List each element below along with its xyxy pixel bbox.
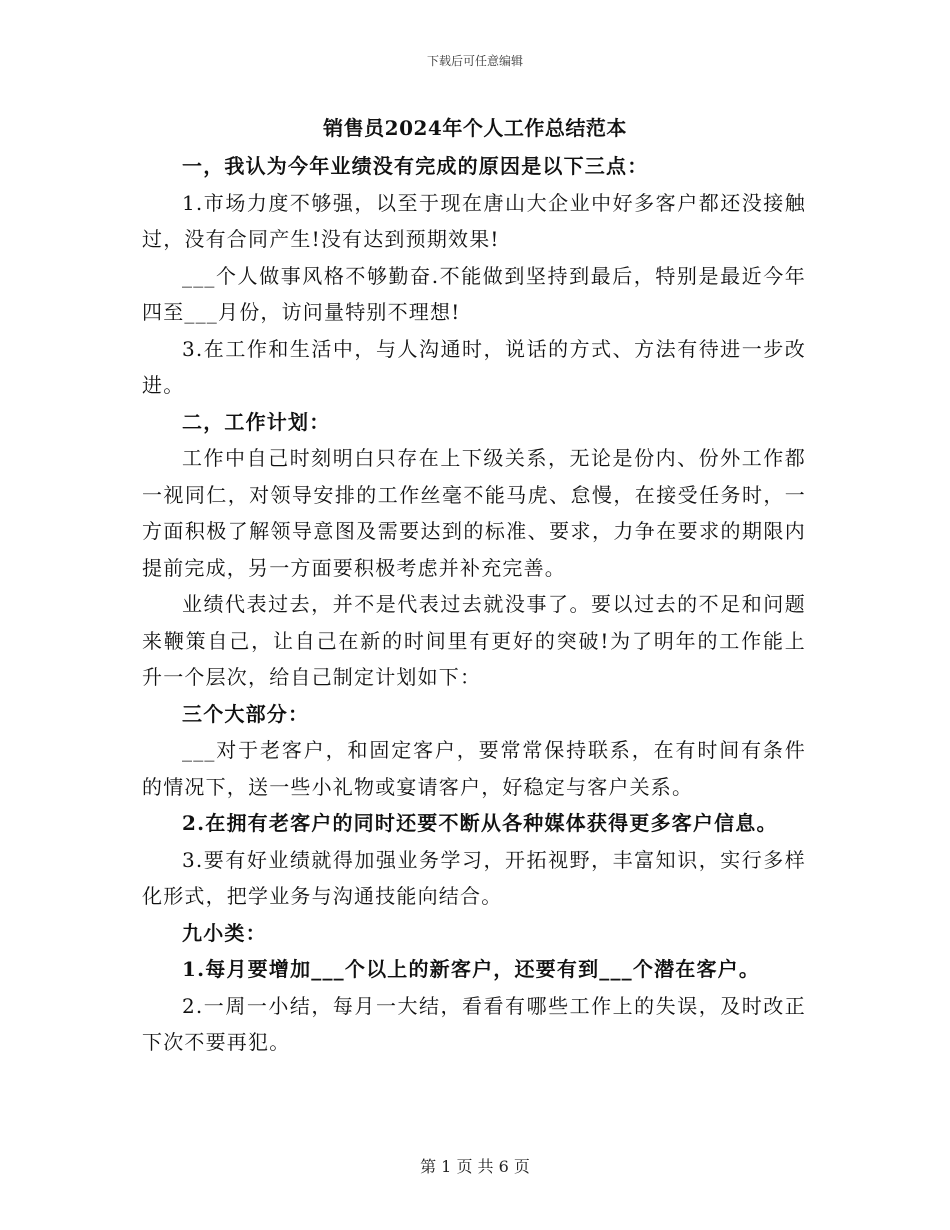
paragraph-plan-intro: 业绩代表过去，并不是代表过去就没事了。要以过去的不足和问题来鞭策自己，让自己在新的时间里有更好的突破!为了明年的工作能上升一个层次，给自己制定计划如下： <box>142 592 806 689</box>
paragraph-category-2: 2.一周一小结，每月一大结，看看有哪些工作上的失误，及时改正下次不要再犯。 <box>142 993 806 1054</box>
paragraph-reason-2: ___个人做事风格不够勤奋.不能做到坚持到最后，特别是最近今年四至___月份，访问量特别不理想! <box>142 263 806 324</box>
paragraph-reason-3: 3.在工作和生活中，与人沟通时，说话的方式、方法有待进一步改进。 <box>142 336 806 397</box>
page-header-note: 下载后可任意编辑 <box>426 54 523 68</box>
document-title: 销售员2024年个人工作总结范本 <box>323 116 627 140</box>
paragraph-part-3: 3.要有好业绩就得加强业务学习，开拓视野，丰富知识，实行多样化形式，把学业务与沟通技能向结合。 <box>142 847 806 908</box>
paragraph-part-2: 2.在拥有老客户的同时还要不断从各种媒体获得更多客户信息。 <box>182 811 778 835</box>
heading-reasons: 一，我认为今年业绩没有完成的原因是以下三点： <box>182 154 649 178</box>
heading-nine-categories: 九小类： <box>182 920 267 945</box>
page-footer-indicator: 第 1 页 共 6 页 <box>420 1157 530 1176</box>
heading-work-plan: 二，工作计划： <box>182 409 331 434</box>
paragraph-reason-1: 1.市场力度不够强，以至于现在唐山大企业中好多客户都还没接触过，没有合同产生!没有达到预期效果! <box>142 190 806 251</box>
paragraph-category-1: 1.每月要增加___个以上的新客户，还要有到___个潜在客户。 <box>182 957 761 981</box>
paragraph-part-1: ___对于老客户，和固定客户，要常常保持联系，在有时间有条件的情况下，送一些小礼物或宴请客户，好稳定与客户关系。 <box>142 738 806 799</box>
document-body <box>142 148 806 1061</box>
paragraph-work-attitude: 工作中自己时刻明白只存在上下级关系，无论是份内、份外工作都一视同仁，对领导安排的工作丝毫不能马虎、怠慢，在接受任务时，一方面积极了解领导意图及需要达到的标准、要求，力争在要求的期限内提前完成，另一方面要积极考虑并补充完善。 <box>142 446 806 580</box>
heading-three-parts: 三个大部分： <box>182 701 310 726</box>
